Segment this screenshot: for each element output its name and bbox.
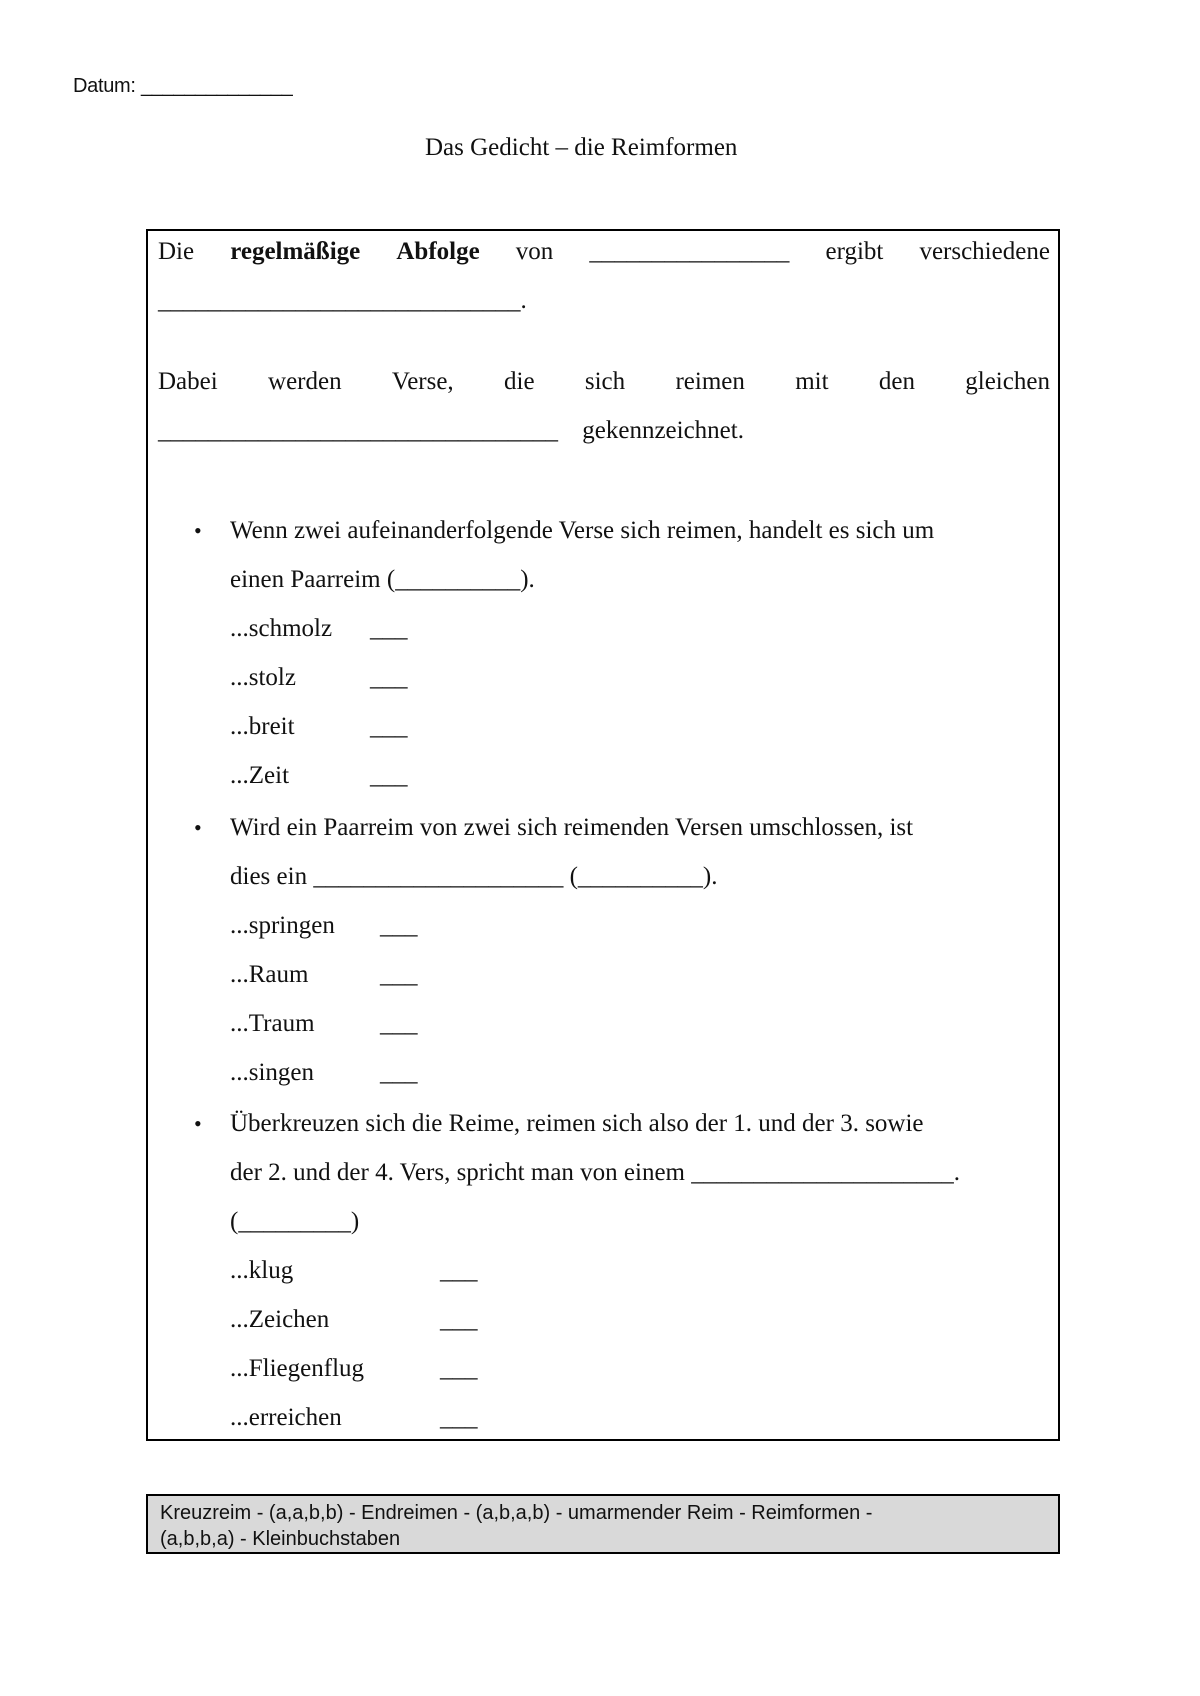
verse-blank[interactable]: ___ <box>440 1257 478 1284</box>
verse-blank[interactable]: ___ <box>370 762 408 789</box>
word: mit <box>795 368 829 395</box>
exercise-box <box>146 229 1060 1441</box>
verse-word: ...singen <box>230 1059 315 1086</box>
verse-blank[interactable]: ___ <box>440 1355 478 1382</box>
word-bank-box <box>146 1494 1060 1554</box>
verse-blank[interactable]: ___ <box>380 912 418 939</box>
fill-blank[interactable]: ________________________________ <box>158 417 558 444</box>
verse-word: ...breit <box>230 713 295 740</box>
word-bold: regelmäßige <box>230 238 361 265</box>
word-bank-line-2: (a,b,b,a) - Kleinbuchstaben <box>160 1528 401 1550</box>
section-3-line-1: Überkreuzen sich die Reime, reimen sich also der 1. und der 3. sowie <box>230 1110 924 1137</box>
verse-word: ...Zeichen <box>230 1306 330 1333</box>
word: gekennzeichnet. <box>582 417 744 444</box>
verse-word: ...klug <box>230 1257 294 1284</box>
word: Die <box>158 238 195 265</box>
verse-word: ...Raum <box>230 961 309 988</box>
section-2-line-1: Wird ein Paarreim von zwei sich reimenden Versen umschlossen, ist <box>230 814 914 841</box>
word: gleichen <box>965 368 1050 395</box>
verse-blank[interactable]: ___ <box>370 713 408 740</box>
word: die <box>504 368 535 395</box>
section-3-line-2[interactable]: der 2. und der 4. Vers, spricht man von einem _____________________. <box>230 1159 960 1186</box>
verse-blank[interactable]: ___ <box>380 1059 418 1086</box>
word: von <box>515 238 554 265</box>
word: sich <box>584 368 626 395</box>
word: Dabei <box>158 368 218 395</box>
section-1-line-2[interactable]: einen Paarreim (__________). <box>230 566 535 593</box>
word: reimen <box>675 368 745 395</box>
word: werden <box>268 368 342 395</box>
verse-blank[interactable]: ___ <box>380 961 418 988</box>
intro-line-3 <box>158 369 1050 394</box>
intro-line-4 <box>158 418 744 443</box>
word: verschiedene <box>919 238 1050 265</box>
verse-word: ...springen <box>230 912 335 939</box>
word: den <box>878 368 915 395</box>
verse-blank[interactable]: ___ <box>440 1306 478 1333</box>
verse-word: ...stolz <box>230 664 296 691</box>
word: Verse, <box>391 368 454 395</box>
date-field <box>73 75 292 98</box>
date-label: Datum: <box>73 75 136 97</box>
verse-word: ...schmolz <box>230 615 333 642</box>
verse-blank[interactable]: ___ <box>370 664 408 691</box>
bullet-icon: • <box>194 815 202 840</box>
word-bank-line-1: Kreuzreim - (a,a,b,b) - Endreimen - (a,b,a,b) - umarmender Reim - Reimformen - <box>160 1502 873 1524</box>
verse-blank[interactable]: ___ <box>440 1404 478 1431</box>
section-2-line-2[interactable]: dies ein ____________________ (__________). <box>230 863 718 890</box>
intro-line-2[interactable]: _____________________________. <box>158 287 527 314</box>
verse-word: ...Fliegenflug <box>230 1355 365 1382</box>
verse-word: ...Traum <box>230 1010 315 1037</box>
verse-word: ...erreichen <box>230 1404 342 1431</box>
verse-blank[interactable]: ___ <box>370 615 408 642</box>
intro-line-1 <box>158 239 1050 264</box>
bullet-icon: • <box>194 1111 202 1136</box>
bullet-icon: • <box>194 518 202 543</box>
date-blank[interactable]: ______________ <box>140 75 293 97</box>
word: ergibt <box>825 238 884 265</box>
section-1-line-1: Wenn zwei aufeinanderfolgende Verse sich reimen, handelt es sich um <box>230 517 935 544</box>
fill-blank[interactable]: ________________ <box>589 238 790 265</box>
section-3-line-3[interactable]: (_________) <box>230 1208 360 1235</box>
verse-word: ...Zeit <box>230 762 290 789</box>
verse-blank[interactable]: ___ <box>380 1010 418 1037</box>
word-bold: Abfolge <box>396 238 480 265</box>
page-title: Das Gedicht – die Reimformen <box>425 134 738 161</box>
